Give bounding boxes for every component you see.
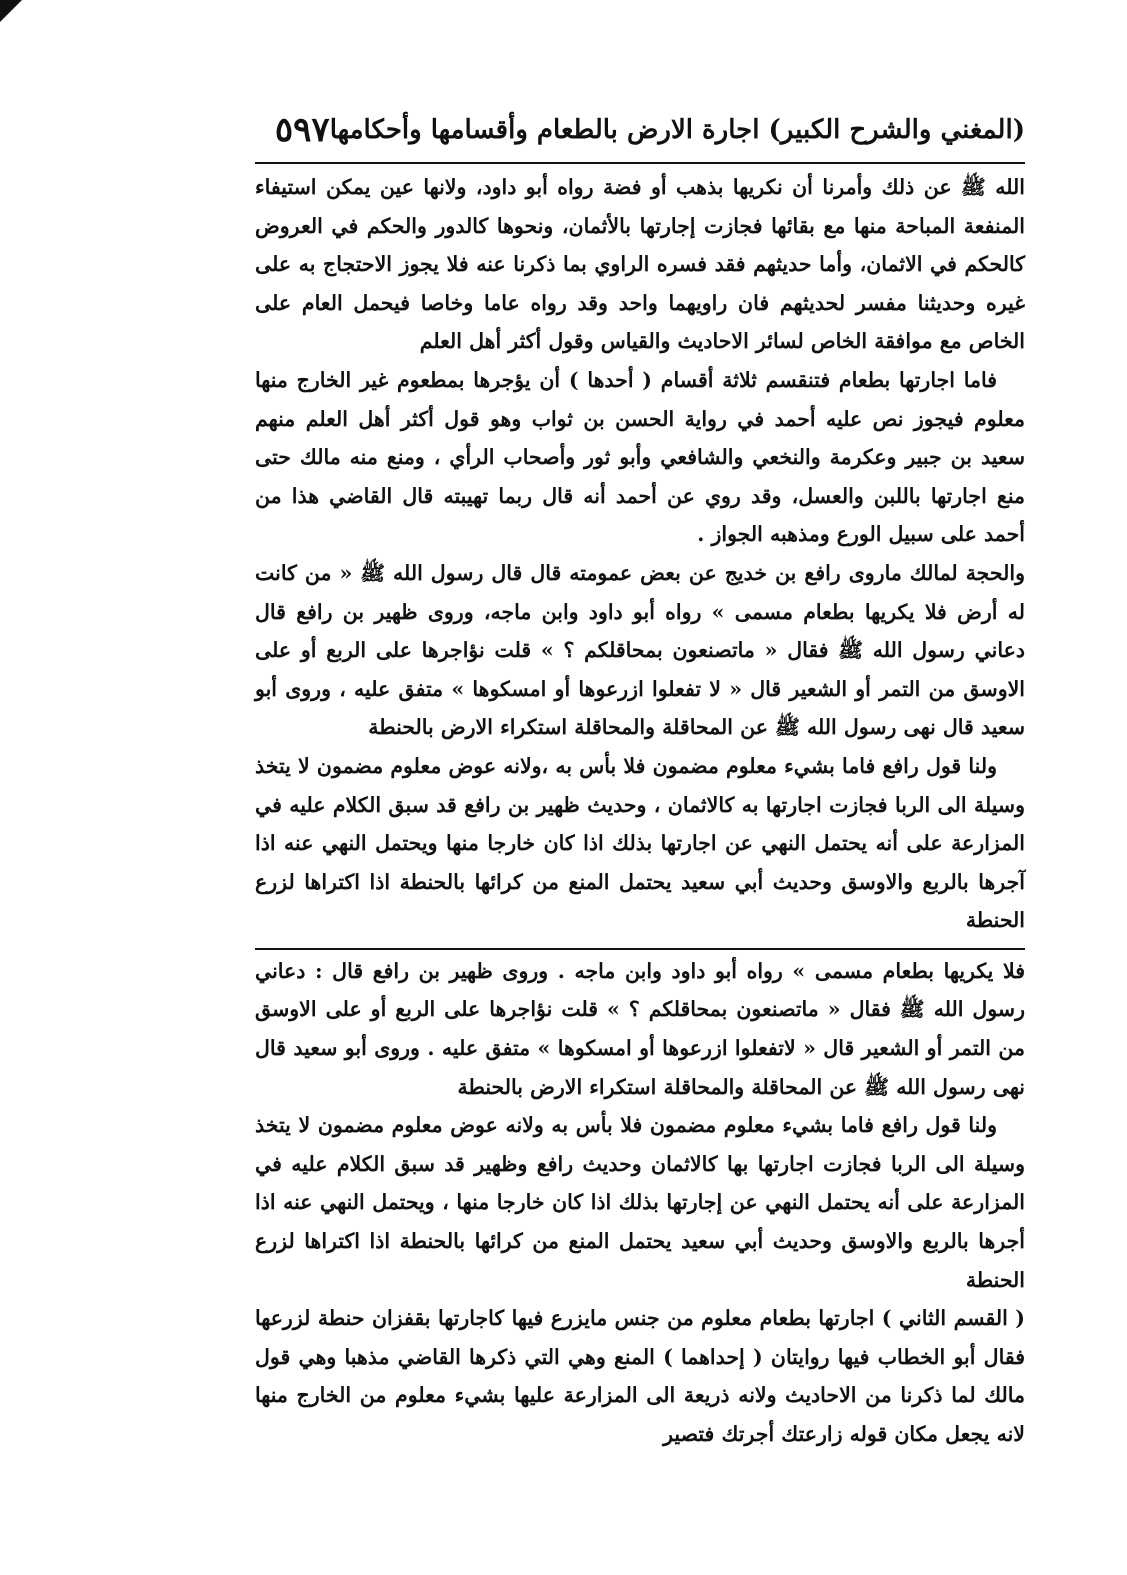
page-corner-mark <box>0 0 22 22</box>
paragraph: والحجة لمالك ماروى رافع بن خديج عن بعض عمومته قال قال رسول الله ﷺ « من كانت له أرض فلا يكريها بطعام مسمى » رواه أبو داود وابن ماجه، وروى ظهير بن رافع قال دعاني رسول الله ﷺ فقال « ماتصنعون بمحاقلكم ؟ » قلت نؤاجرها على الربع أو على الاوسق من التمر أو الشعير قال « لا تفعلوا ازرعوها أو امسكوها » متفق عليه ، وروى أبو سعيد قال نهى رسول الله ﷺ عن المحاقلة والمحاقلة استكراء الارض بالحنطة <box>255 560 1025 740</box>
paragraph: فلا يكريها بطعام مسمى » رواه أبو داود وابن ماجه . وروى ظهير بن رافع قال : دعاني رسول الله ﷺ فقال « ماتصنعون بمحاقلكم ؟ » قلت نؤاجرها على الربع أو على الاوسق من التمر أو الشعير قال « لاتفعلوا ازرعوها أو امسكوها » متفق عليه . وروى أبو سعيد قال نهى رسول الله ﷺ عن المحاقلة والمحاقلة استكراء الارض بالحنطة <box>255 958 1025 1099</box>
paragraph: ولنا قول رافع فاما بشيء معلوم مضمون فلا بأس به ولانه عوض معلوم مضمون لا يتخذ وسيلة الى الربا فجازت اجارتها بها كالاثمان وحديث رافع وظهير قد سبق الكلام عليه في المزارعة على أنه يحتمل النهي عن إجارتها بذلك اذا كان خارجا منها ، ويحتمل النهي عنه اذا أجرها بالربع والاوسق وحديث أبي سعيد يحتمل المنع من كرائها بالحنطة اذا اكتراها لزرع الحنطة <box>255 1113 1025 1292</box>
lower-text-block <box>255 952 1025 1454</box>
header-rule <box>255 162 1025 164</box>
paragraph: الله ﷺ عن ذلك وأمرنا أن نكريها بذهب أو فضة رواه أبو داود، ولانها عين يمكن استيفاء المنفعة المباحة منها مع بقائها فجازت إجارتها بالأثمان، ونحوها كالدور والحكم في العروض كالحكم في الاثمان، وأما حديثهم فقد فسره الراوي بما ذكرنا عنه فلا يجوز الاحتجاج به على غيره وحديثنا مفسر لحديثهم فان راويهما واحد وقد رواه عاما وخاصا فيحمل العام على الخاص مع موافقة الخاص لسائر الاحاديث والقياس وقول أكثر أهل العلم <box>255 175 1025 354</box>
running-title: (المغني والشرح الكبير) اجارة الارض بالطعام وأقسامها وأحكامها <box>329 115 1025 145</box>
section-divider <box>255 948 1025 950</box>
paragraph: فاما اجارتها بطعام فتنقسم ثلاثة أقسام ( أحدها ) أن يؤجرها بمطعوم غير الخارج منها معلوم فيجوز نص عليه أحمد في رواية الحسن بن ثواب وهو قول أكثر أهل العلم منهم سعيد بن جبير وعكرمة والنخعي والشافعي وأبو ثور وأصحاب الرأي ، ومنع منه مالك حتى منع اجارتها باللبن والعسل، وقد روي عن أحمد أنه قال ربما تهيبته قال القاضي هذا من أحمد على سبيل الورع ومذهبه الجواز . <box>255 367 1025 547</box>
upper-text-block <box>255 168 1025 940</box>
page-number: ٥٩٧ <box>274 110 330 150</box>
paragraph: ولنا قول رافع فاما بشيء معلوم مضمون فلا بأس به ،ولانه عوض معلوم مضمون لا يتخذ وسيلة الى الربا فجازت اجارتها به كالاثمان ، وحديث ظهير بن رافع قد سبق الكلام عليه في المزارعة على أنه يحتمل النهي عن اجارتها بذلك اذا كان خارجا منها ويحتمل النهي عنه اذا آجرها بالربع والاوسق وحديث أبي سعيد يحتمل المنع من كرائها بالحنطة اذا اكتراها لزرع الحنطة <box>255 753 1025 933</box>
paragraph: ( القسم الثاني ) اجارتها بطعام معلوم من جنس مايزرع فيها كاجارتها بقفزان حنطة لزرعها فقال أبو الخطاب فيها روايتان ( إحداهما ) المنع وهي التي ذكرها القاضي مذهبا وهي قول مالك لما ذكرنا من الاحاديث ولانه ذريعة الى المزارعة عليها بشيء معلوم من الخارج منها لانه يجعل مكان قوله زارعتك أجرتك فتصير <box>255 1306 1025 1446</box>
page-header <box>255 100 1025 160</box>
book-page <box>255 100 1025 1454</box>
